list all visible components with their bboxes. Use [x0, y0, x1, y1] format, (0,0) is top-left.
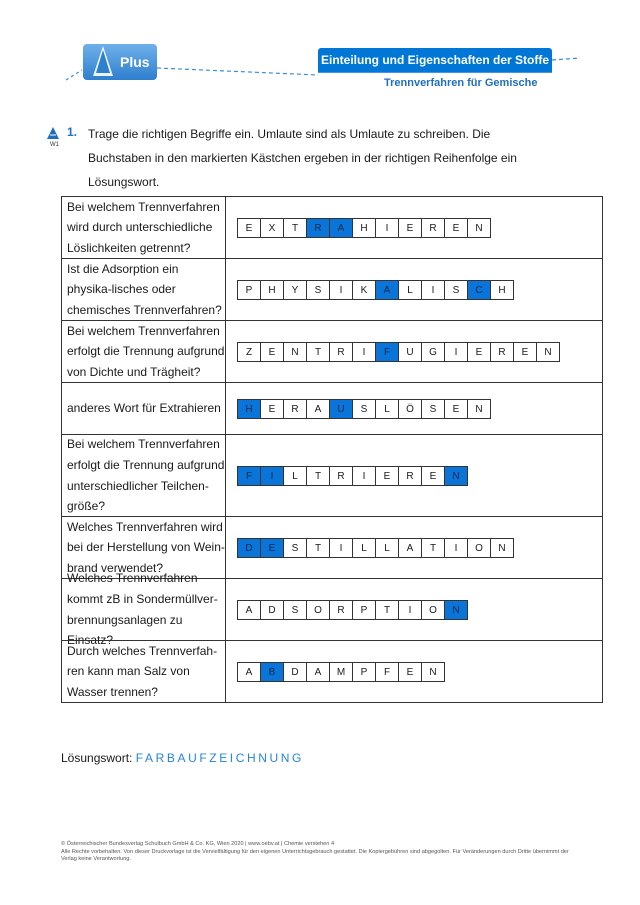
letter-box[interactable]: I [444, 342, 468, 362]
letter-box[interactable]: N [467, 218, 491, 238]
question-text: Bei welchem Trennverfahren erfolgt die Trennung aufgrund von Dichte und Trägheit? [62, 321, 226, 382]
question-text: Bei welchem Trennverfahren erfolgt die Trennung aufgrund unterschiedlicher Teilchen-größe? [62, 435, 226, 516]
letter-box[interactable]: N [283, 342, 307, 362]
letter-box[interactable]: P [352, 600, 376, 620]
letter-boxes [237, 399, 490, 419]
letter-box[interactable]: A [398, 538, 422, 558]
letter-box[interactable]: I [329, 280, 353, 300]
table-row [61, 382, 603, 434]
letter-box[interactable]: R [329, 466, 353, 486]
footer-rights: Alle Rechte vorbehalten. Von dieser Druckvorlage ist die Vervielfältigung für den eigenen Unterrichtsgebrauch gestattet. Die Kopiergebühren sind abgegolten. Für Veränderungen durch Dritte übernimmt der Verlag keine Verantwortung. [61, 848, 569, 863]
task-number: 1. [67, 125, 78, 139]
letter-box[interactable]: A [237, 662, 261, 682]
question-text: Durch welches Trennverfah-ren kann man Salz von Wasser trennen? [62, 641, 226, 702]
letter-box[interactable]: H [352, 218, 376, 238]
letter-box[interactable]: Y [283, 280, 307, 300]
table-row [61, 434, 603, 516]
marked-letter-box[interactable]: R [306, 218, 330, 238]
marked-letter-box[interactable]: I [260, 466, 284, 486]
question-text: anderes Wort für Extrahieren [62, 383, 226, 434]
letter-box[interactable]: A [237, 600, 261, 620]
letter-box[interactable]: S [444, 280, 468, 300]
letter-box[interactable]: T [306, 538, 330, 558]
letter-boxes [237, 280, 513, 300]
letter-box[interactable]: R [283, 399, 307, 419]
table-row [61, 196, 603, 258]
letter-box[interactable]: K [352, 280, 376, 300]
letter-box[interactable]: L [283, 466, 307, 486]
letter-box[interactable]: O [421, 600, 445, 620]
letter-box[interactable]: S [421, 399, 445, 419]
letter-box[interactable]: P [352, 662, 376, 682]
letter-box[interactable]: N [536, 342, 560, 362]
marked-letter-box[interactable]: A [329, 218, 353, 238]
letter-box[interactable]: I [329, 538, 353, 558]
letter-box[interactable]: I [444, 538, 468, 558]
letter-boxes [237, 538, 513, 558]
table-row [61, 640, 603, 703]
letter-box[interactable]: X [260, 218, 284, 238]
marked-letter-box[interactable]: F [375, 342, 399, 362]
letter-box[interactable]: S [283, 600, 307, 620]
letter-boxes [237, 662, 444, 682]
solution-label: Lösungswort: [61, 751, 133, 765]
letter-box[interactable]: Ö [398, 399, 422, 419]
letter-box[interactable]: E [375, 466, 399, 486]
letter-boxes [237, 466, 467, 486]
marked-letter-box[interactable]: N [444, 600, 468, 620]
question-text: Ist die Adsorption ein physika-lisches oder chemisches Trennverfahren? [62, 259, 226, 320]
letter-box[interactable]: R [329, 600, 353, 620]
letter-box[interactable]: A [306, 662, 330, 682]
letter-box[interactable]: I [398, 600, 422, 620]
marked-letter-box[interactable]: A [375, 280, 399, 300]
task-instruction: Trage die richtigen Begriffe ein. Umlaute sind als Umlaute zu schreiben. Die Buchstaben in den markierten Kästchen ergeben in der richtigen Reihenfolge ein Lösungswort. [88, 127, 517, 189]
letter-box[interactable]: O [306, 600, 330, 620]
letter-box[interactable]: E [237, 218, 261, 238]
letter-box[interactable]: I [352, 342, 376, 362]
letter-box[interactable]: E [421, 466, 445, 486]
solution-line [61, 751, 304, 765]
letter-box[interactable]: A [306, 399, 330, 419]
letter-box[interactable]: I [375, 218, 399, 238]
letter-box[interactable]: E [444, 399, 468, 419]
letter-box[interactable]: O [467, 538, 491, 558]
marked-letter-box[interactable]: H [237, 399, 261, 419]
letter-box[interactable]: E [260, 342, 284, 362]
letter-box[interactable]: R [421, 218, 445, 238]
letter-box[interactable]: L [375, 538, 399, 558]
letter-box[interactable]: I [352, 466, 376, 486]
letter-box[interactable]: L [352, 538, 376, 558]
letter-box[interactable]: E [398, 662, 422, 682]
letter-box[interactable]: E [398, 218, 422, 238]
footer-copyright: © Österreichischer Bundesverlag Schulbuch GmbH & Co. KG, Wien 2020 | www.oebv.at | Chemie verstehen 4 [61, 841, 335, 847]
table-row [61, 258, 603, 320]
letter-box[interactable]: L [398, 280, 422, 300]
letter-box[interactable]: D [260, 600, 284, 620]
triangle-level-icon [46, 126, 60, 140]
table-row [61, 571, 603, 648]
marked-letter-box[interactable]: E [260, 538, 284, 558]
letter-box[interactable]: S [352, 399, 376, 419]
letter-box[interactable]: E [513, 342, 537, 362]
letter-box[interactable]: Z [237, 342, 261, 362]
letter-box[interactable]: F [375, 662, 399, 682]
letter-box[interactable]: I [421, 280, 445, 300]
letter-box[interactable]: S [306, 280, 330, 300]
letter-box[interactable]: T [283, 218, 307, 238]
table-row [61, 320, 603, 382]
marked-letter-box[interactable]: N [444, 466, 468, 486]
letter-box[interactable]: E [260, 399, 284, 419]
letter-box[interactable]: P [237, 280, 261, 300]
letter-box[interactable]: N [467, 399, 491, 419]
section-title: Trennverfahren für Gemische [384, 77, 538, 89]
letter-box[interactable]: U [398, 342, 422, 362]
letter-box[interactable]: R [490, 342, 514, 362]
letter-box[interactable]: N [490, 538, 514, 558]
letter-box[interactable]: L [375, 399, 399, 419]
solution-word: FARBAUFZEICHNUNG [135, 751, 304, 765]
letter-box[interactable]: S [283, 538, 307, 558]
letter-box[interactable]: R [398, 466, 422, 486]
question-text: Bei welchem Trennverfahren wird durch unterschiedliche Löslichkeiten getrennt? [62, 197, 226, 258]
footer [61, 841, 581, 864]
letter-box[interactable]: H [260, 280, 284, 300]
marked-letter-box[interactable]: F [237, 466, 261, 486]
letter-box[interactable]: R [329, 342, 353, 362]
chapter-title: Einteilung und Eigenschaften der Stoffe [318, 48, 552, 72]
letter-box[interactable]: T [306, 342, 330, 362]
logo-text: Plus [120, 54, 150, 70]
letter-boxes [237, 342, 559, 362]
marked-letter-box[interactable]: C [467, 280, 491, 300]
question-text: Welches Trennverfahren wird bei der Herstellung von Wein-brand verwendet? [62, 517, 226, 578]
letter-box[interactable]: N [421, 662, 445, 682]
letter-box[interactable]: D [283, 662, 307, 682]
letter-box[interactable]: E [467, 342, 491, 362]
marked-letter-box[interactable]: B [260, 662, 284, 682]
letter-box[interactable]: T [421, 538, 445, 558]
letter-box[interactable]: T [375, 600, 399, 620]
letter-box[interactable]: E [444, 218, 468, 238]
marked-letter-box[interactable]: U [329, 399, 353, 419]
letter-box[interactable]: M [329, 662, 353, 682]
letter-boxes [237, 218, 490, 238]
question-text: Welches Trennverfahren kommt zB in Sondermüllver-brennungsanlagen zu Einsatz? [62, 579, 226, 640]
letter-box[interactable]: T [306, 466, 330, 486]
letter-box[interactable]: G [421, 342, 445, 362]
letter-box[interactable]: H [490, 280, 514, 300]
marked-letter-box[interactable]: D [237, 538, 261, 558]
task-level: W1 [50, 142, 59, 148]
letter-boxes [237, 600, 467, 620]
